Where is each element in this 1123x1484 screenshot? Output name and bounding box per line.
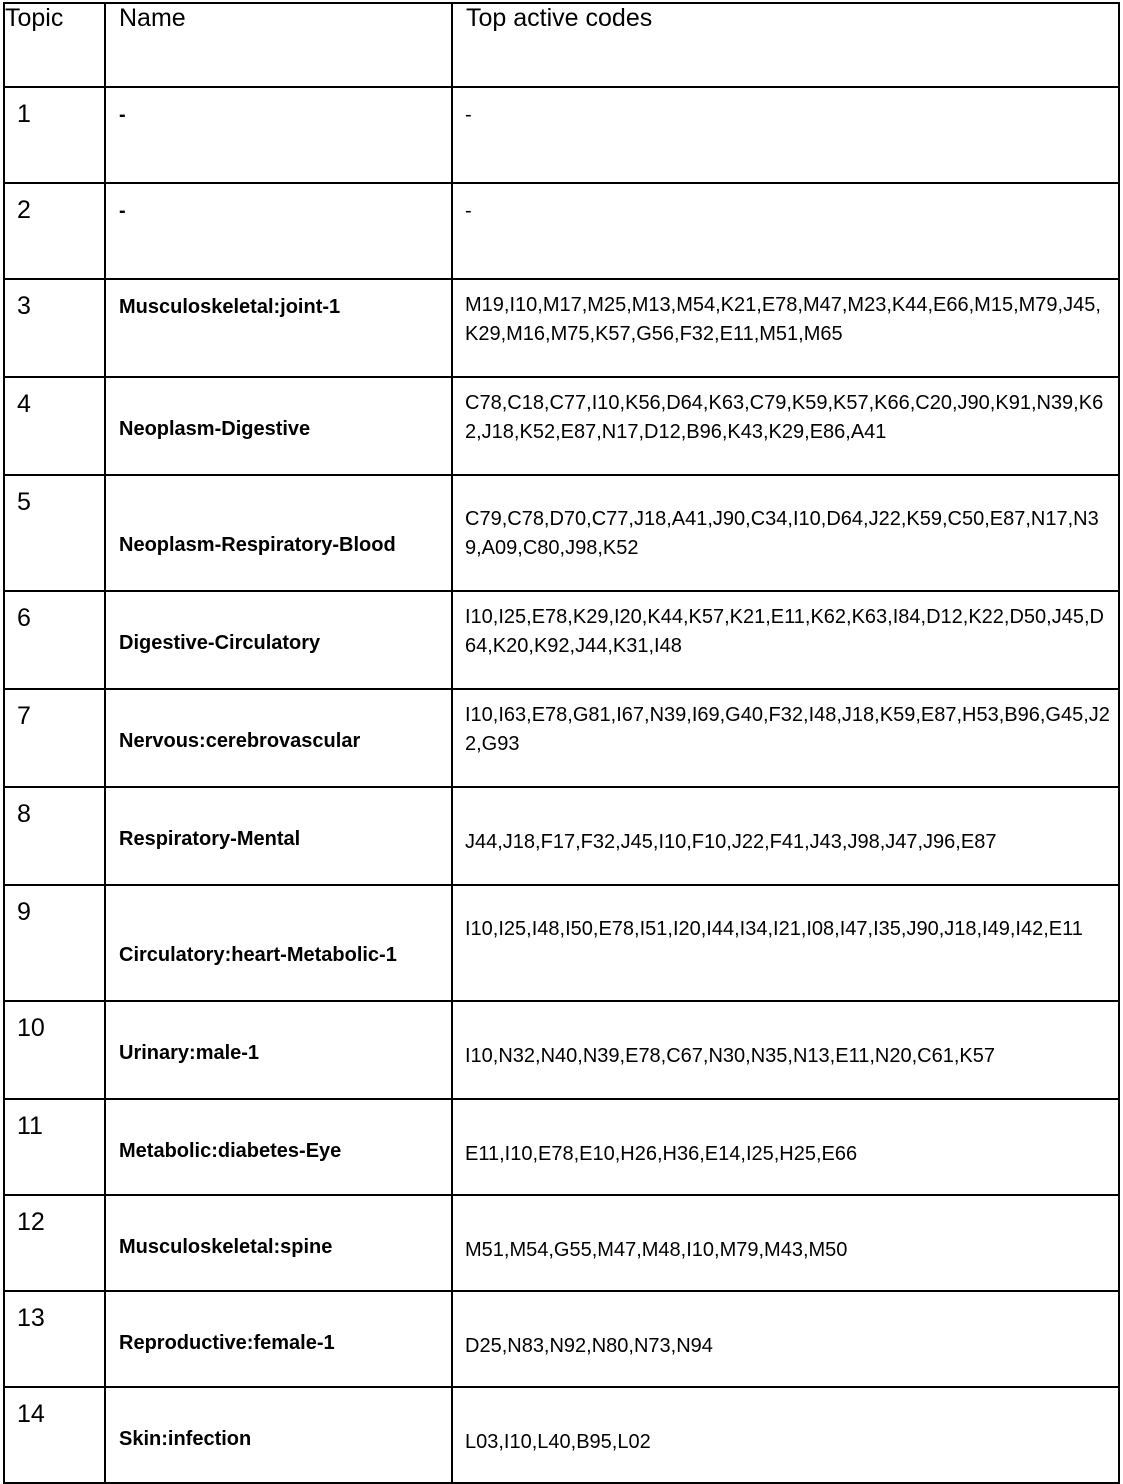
topic-codes: - xyxy=(465,200,472,222)
topic-codes: - xyxy=(465,104,472,126)
topic-name: Musculoskeletal:spine xyxy=(119,1236,333,1258)
topic-name: Digestive-Circulatory xyxy=(119,632,321,654)
topics-table xyxy=(3,2,1120,1484)
topic-name-cell xyxy=(105,279,452,377)
topic-name-cell xyxy=(105,183,452,279)
table-row xyxy=(4,787,1119,885)
topic-codes: J44,J18,F17,F32,J45,I10,F10,J22,F41,J43,J98,J47,J96,E87 xyxy=(465,831,997,853)
topic-name: Musculoskeletal:joint-1 xyxy=(119,296,341,318)
topic-codes-cell xyxy=(452,87,1119,183)
topic-codes: I10,N32,N40,N39,E78,C67,N30,N35,N13,E11,N20,C61,K57 xyxy=(465,1045,995,1067)
topic-number: 8 xyxy=(4,787,105,885)
topic-name: Skin:infection xyxy=(119,1428,252,1450)
topic-name-cell xyxy=(105,1291,452,1387)
topic-number: 13 xyxy=(4,1291,105,1387)
table-body xyxy=(4,87,1119,1483)
topic-number: 1 xyxy=(4,87,105,183)
topic-codes-cell xyxy=(452,1099,1119,1195)
topic-name-cell xyxy=(105,689,452,787)
topic-name-cell xyxy=(105,787,452,885)
topic-number: 3 xyxy=(4,279,105,377)
topic-codes-cell xyxy=(452,279,1119,377)
table-row xyxy=(4,377,1119,475)
topic-codes: M51,M54,G55,M47,M48,I10,M79,M43,M50 xyxy=(465,1239,848,1261)
topic-number: 11 xyxy=(4,1099,105,1195)
topic-name: Nervous:cerebrovascular xyxy=(119,730,361,752)
topic-name-cell xyxy=(105,377,452,475)
table-row xyxy=(4,1001,1119,1099)
topic-codes-cell xyxy=(452,885,1119,1001)
table-row xyxy=(4,1387,1119,1483)
topic-name-cell xyxy=(105,591,452,689)
topic-codes: C78,C18,C77,I10,K56,D64,K63,C79,K59,K57,K66,C20,J90,K91,N39,K62,J18,K52,E87,N17,D12,B96,K43,K29,E86,A41 xyxy=(465,392,1104,443)
topic-name: Neoplasm-Respiratory-Blood xyxy=(119,534,396,556)
topic-codes: I10,I63,E78,G81,I67,N39,I69,G40,F32,I48,J18,K59,E87,H53,B96,G45,J22,G93 xyxy=(465,704,1110,755)
topic-number: 5 xyxy=(4,475,105,591)
topic-name: Neoplasm-Digestive xyxy=(119,418,311,440)
table-row xyxy=(4,87,1119,183)
topic-name: Reproductive:female-1 xyxy=(119,1332,335,1354)
topic-codes-cell xyxy=(452,787,1119,885)
topic-name-cell xyxy=(105,475,452,591)
topic-codes-cell xyxy=(452,689,1119,787)
table-row xyxy=(4,1291,1119,1387)
topic-number: 6 xyxy=(4,591,105,689)
topic-codes: E11,I10,E78,E10,H26,H36,E14,I25,H25,E66 xyxy=(465,1143,858,1165)
topic-number: 9 xyxy=(4,885,105,1001)
topic-codes: D25,N83,N92,N80,N73,N94 xyxy=(465,1335,713,1357)
table-row xyxy=(4,279,1119,377)
topic-name-cell xyxy=(105,87,452,183)
topic-codes: M19,I10,M17,M25,M13,M54,K21,E78,M47,M23,K44,E66,M15,M79,J45,K29,M16,M75,K57,G56,F32,E11,M51,M65 xyxy=(465,294,1101,345)
topic-name: Urinary:male-1 xyxy=(119,1042,260,1064)
topic-name: - xyxy=(119,104,126,126)
header-codes: Top active codes xyxy=(452,3,1119,87)
topic-name: Circulatory:heart-Metabolic-1 xyxy=(119,944,397,966)
topic-codes-cell xyxy=(452,1195,1119,1291)
topic-codes-cell xyxy=(452,183,1119,279)
topic-codes-cell xyxy=(452,1387,1119,1483)
topic-codes-cell xyxy=(452,591,1119,689)
topic-codes: C79,C78,D70,C77,J18,A41,J90,C34,I10,D64,J22,K59,C50,E87,N17,N39,A09,C80,J98,K52 xyxy=(465,508,1099,559)
topic-number: 4 xyxy=(4,377,105,475)
topic-name-cell xyxy=(105,1195,452,1291)
table-row xyxy=(4,183,1119,279)
topic-name-cell xyxy=(105,1099,452,1195)
topic-codes-cell xyxy=(452,377,1119,475)
table-row xyxy=(4,885,1119,1001)
topic-number: 14 xyxy=(4,1387,105,1483)
topic-name-cell xyxy=(105,1001,452,1099)
topic-codes-cell xyxy=(452,1291,1119,1387)
table-row xyxy=(4,1099,1119,1195)
topic-codes-cell xyxy=(452,475,1119,591)
topic-name-cell xyxy=(105,1387,452,1483)
topic-name: Respiratory-Mental xyxy=(119,828,301,850)
topic-number: 7 xyxy=(4,689,105,787)
table-row xyxy=(4,475,1119,591)
topic-codes: L03,I10,L40,B95,L02 xyxy=(465,1431,651,1453)
header-name: Name xyxy=(105,3,452,87)
topic-name: Metabolic:diabetes-Eye xyxy=(119,1140,342,1162)
table-row xyxy=(4,1195,1119,1291)
topic-name-cell xyxy=(105,885,452,1001)
table-row xyxy=(4,689,1119,787)
topic-name: - xyxy=(119,200,126,222)
table-row xyxy=(4,591,1119,689)
header-topic: Topic xyxy=(4,3,105,87)
topic-codes: I10,I25,I48,I50,E78,I51,I20,I44,I34,I21,I08,I47,I35,J90,J18,I49,I42,E11 xyxy=(465,918,1083,940)
header-row xyxy=(4,3,1119,87)
topic-number: 2 xyxy=(4,183,105,279)
topic-number: 12 xyxy=(4,1195,105,1291)
topic-codes-cell xyxy=(452,1001,1119,1099)
topic-number: 10 xyxy=(4,1001,105,1099)
topic-codes: I10,I25,E78,K29,I20,K44,K57,K21,E11,K62,K63,I84,D12,K22,D50,J45,D64,K20,K92,J44,K31,I48 xyxy=(465,606,1104,657)
